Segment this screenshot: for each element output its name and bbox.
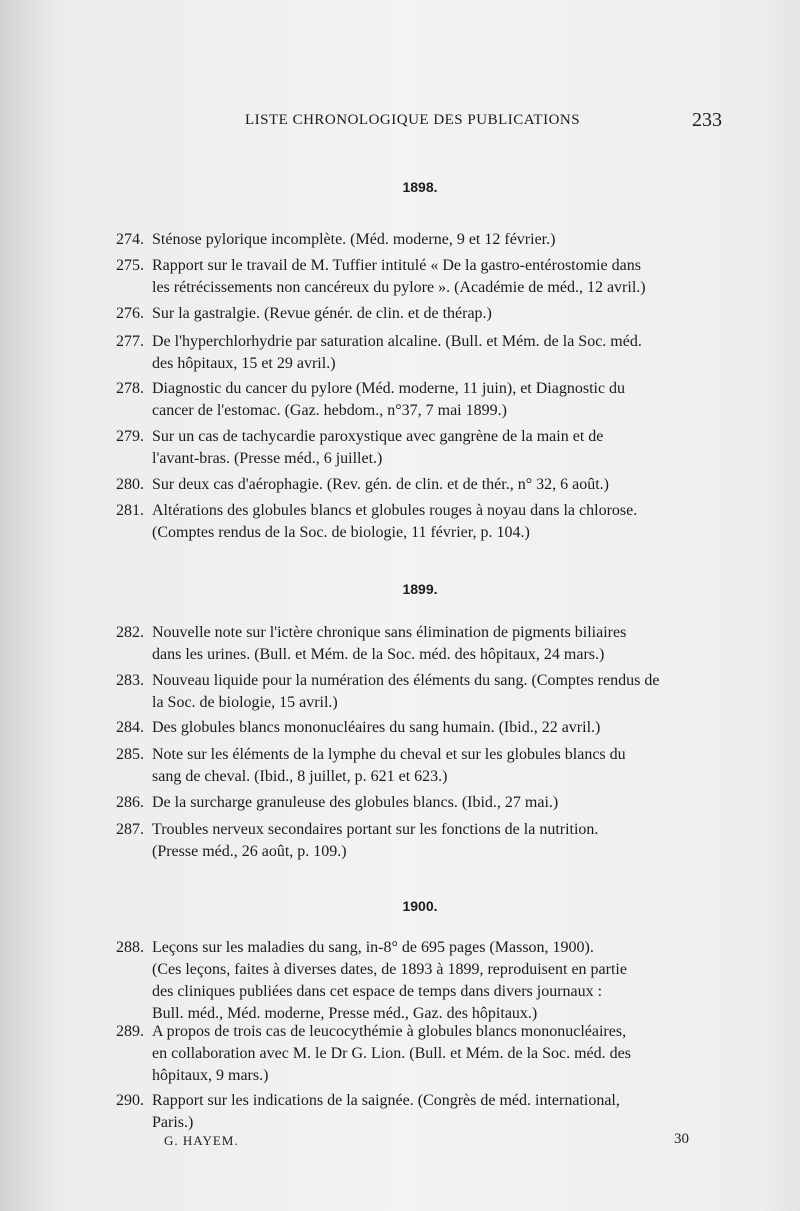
list-item: [116, 622, 728, 666]
running-title: LISTE CHRONOLOGIQUE DES PUBLICATIONS: [245, 112, 581, 128]
entry-number: 285.: [116, 746, 144, 763]
list-item: [116, 426, 728, 470]
entry-text: Rapport sur le travail de M. Tuffier intitulé « De la gastro-entérostomie dans: [152, 257, 641, 274]
entry-number: 280.: [116, 476, 144, 493]
list-item: [116, 1090, 728, 1134]
year-heading: 1898.: [402, 179, 438, 195]
entry-text: Diagnostic du cancer du pylore (Méd. moderne, 11 juin), et Diagnostic du: [152, 380, 626, 397]
list-item: [116, 717, 728, 739]
entry-number: 287.: [116, 821, 144, 838]
list-item: [116, 937, 728, 1025]
entry-number: 275.: [116, 257, 144, 274]
list-item: [116, 378, 728, 422]
entry-text: Nouveau liquide pour la numération des éléments du sang. (Comptes rendus de: [152, 672, 660, 689]
entry-text: De l'hyperchlorhydrie par saturation alcaline. (Bull. et Mém. de la Soc. méd.: [152, 333, 642, 350]
list-item: [116, 331, 728, 375]
entry-text-continued: les rétrécissements non cancéreux du pylore ». (Académie de méd., 12 avril.): [152, 279, 646, 296]
running-head: [0, 109, 800, 136]
entry-text-continued: Bull. méd., Méd. moderne, Presse méd., Gaz. des hôpitaux.): [152, 1005, 538, 1022]
list-item: [116, 792, 728, 814]
entry-text-continued: en collaboration avec M. le Dr G. Lion. (Bull. et Mém. de la Soc. méd. des: [152, 1045, 631, 1062]
entry-number: 289.: [116, 1023, 144, 1040]
entry-text: Leçons sur les maladies du sang, in-8° de 695 pages (Masson, 1900).: [152, 939, 594, 956]
page-number: 233: [692, 109, 722, 131]
entry-text-continued: des hôpitaux, 15 et 29 avril.): [152, 355, 336, 372]
entry-text-continued: des cliniques publiées dans cet espace de temps dans divers journaux :: [152, 983, 603, 1000]
entry-text: Sténose pylorique incomplète. (Méd. moderne, 9 et 12 février.): [152, 231, 556, 248]
entry-text-continued: (Ces leçons, faites à diverses dates, de 1893 à 1899, reproduisent en partie: [152, 961, 627, 978]
list-item: [116, 819, 728, 863]
entry-text: Note sur les éléments de la lymphe du cheval et sur les globules blancs du: [152, 746, 626, 763]
entry-number: 279.: [116, 428, 144, 445]
entry-text-continued: la Soc. de biologie, 15 avril.): [152, 694, 338, 711]
list-item: [116, 744, 728, 788]
entry-number: 282.: [116, 624, 144, 641]
entry-text: A propos de trois cas de leucocythémie à globules blancs mononucléaires,: [152, 1023, 627, 1040]
entry-text: De la surcharge granuleuse des globules blancs. (Ibid., 27 mai.): [152, 794, 559, 811]
year-heading: 1899.: [402, 581, 438, 597]
entry-text: Nouvelle note sur l'ictère chronique sans élimination de pigments biliaires: [152, 624, 627, 641]
entry-text-continued: sang de cheval. (Ibid., 8 juillet, p. 621 et 623.): [152, 768, 448, 785]
entry-number: 283.: [116, 672, 144, 689]
entry-text-continued: l'avant-bras. (Presse méd., 6 juillet.): [152, 450, 383, 467]
entry-text-continued: (Presse méd., 26 août, p. 109.): [152, 843, 347, 860]
list-item: [116, 255, 728, 299]
entry-number: 284.: [116, 719, 144, 736]
footer-signature-mark: 30: [674, 1131, 689, 1147]
entry-text: Troubles nerveux secondaires portant sur les fonctions de la nutrition.: [152, 821, 599, 838]
entry-number: 278.: [116, 380, 144, 397]
entry-number: 274.: [116, 231, 144, 248]
entry-number: 290.: [116, 1092, 144, 1109]
entry-number: 277.: [116, 333, 144, 350]
entry-text-continued: (Comptes rendus de la Soc. de biologie, 11 février, p. 104.): [152, 524, 530, 541]
list-item: [116, 1021, 728, 1087]
entry-number: 281.: [116, 502, 144, 519]
footer-author: G. HAYEM.: [164, 1133, 239, 1148]
entry-text-continued: dans les urines. (Bull. et Mém. de la Soc. méd. des hôpitaux, 24 mars.): [152, 646, 605, 663]
entry-text-continued: Paris.): [152, 1114, 194, 1131]
list-item: [116, 303, 728, 325]
entry-text: Altérations des globules blancs et globules rouges à noyau dans la chlorose.: [152, 502, 638, 519]
list-item: [116, 500, 728, 544]
entry-text-continued: hôpitaux, 9 mars.): [152, 1067, 269, 1084]
entry-number: 288.: [116, 939, 144, 956]
entry-text: Sur deux cas d'aérophagie. (Rev. gén. de clin. et de thér., n° 32, 6 août.): [152, 476, 609, 493]
entry-number: 276.: [116, 305, 144, 322]
entry-text: Rapport sur les indications de la saignée. (Congrès de méd. international,: [152, 1092, 620, 1109]
list-item: [116, 229, 728, 251]
year-heading: 1900.: [402, 898, 438, 914]
list-item: [116, 670, 728, 714]
list-item: [116, 474, 728, 496]
entry-text-continued: cancer de l'estomac. (Gaz. hebdom., n°37, 7 mai 1899.): [152, 402, 507, 419]
entry-number: 286.: [116, 794, 144, 811]
entry-text: Sur un cas de tachycardie paroxystique avec gangrène de la main et de: [152, 428, 604, 445]
entry-text: Sur la gastralgie. (Revue génér. de clin. et de thérap.): [152, 305, 492, 322]
entry-text: Des globules blancs mononucléaires du sang humain. (Ibid., 22 avril.): [152, 719, 601, 736]
